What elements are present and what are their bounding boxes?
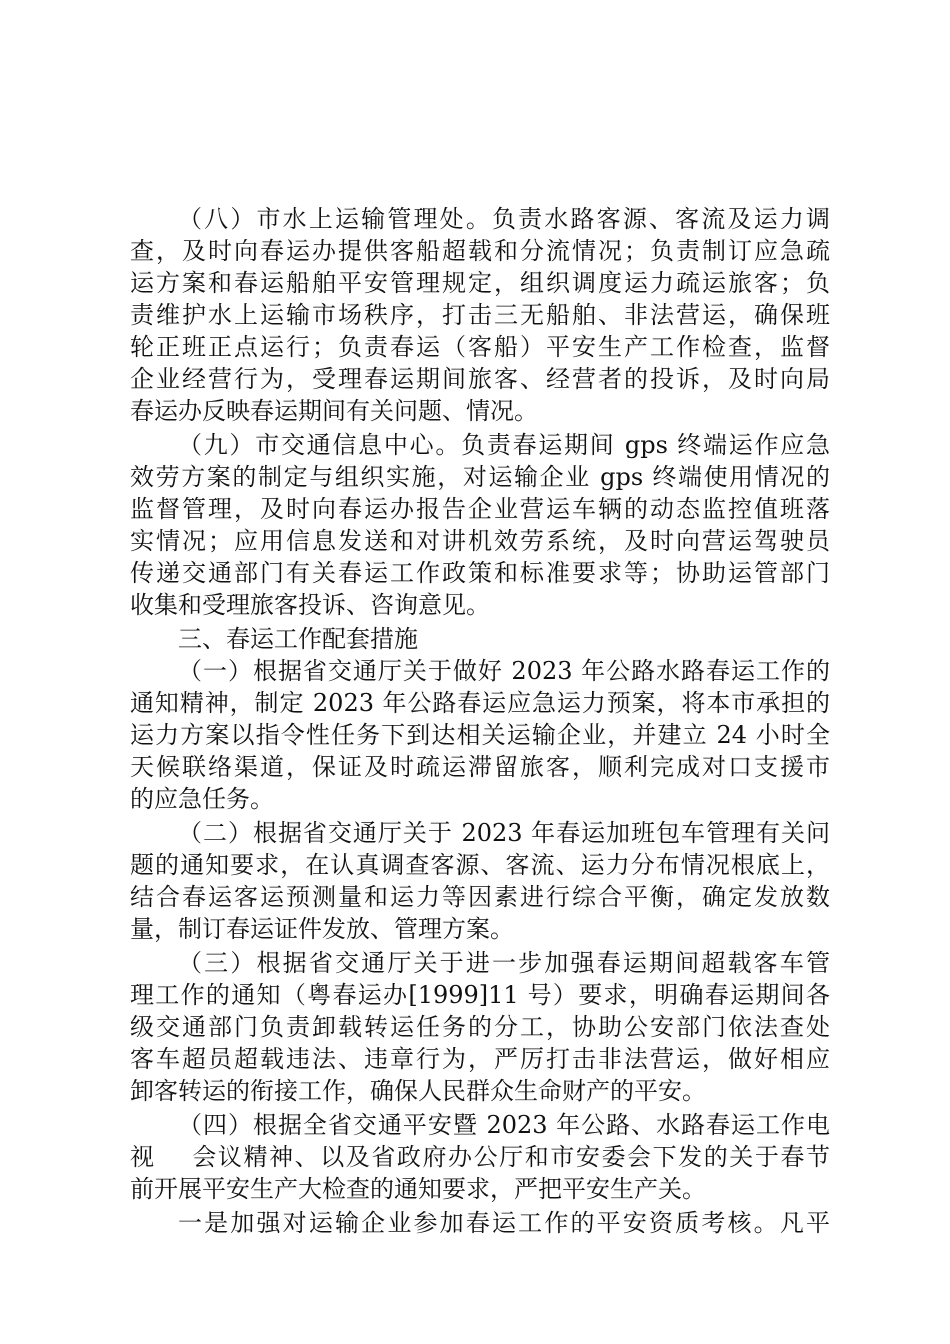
document-body	[130, 203, 830, 1239]
text-line: 监督管理，及时向春运办报告企业营运车辆的动态监控值班落	[130, 495, 830, 523]
text-line: 运力方案以指令性任务下到达相关运输企业，并建立 24 小时全	[130, 721, 830, 749]
text-line: （一）根据省交通厅关于做好 2023 年公路水路春运工作的	[178, 657, 830, 685]
text-line: 查，及时向春运办提供客船超载和分流情况；负责制订应急疏	[130, 237, 830, 265]
text-line: 前开展平安生产大检查的通知要求，严把平安生产关。	[130, 1175, 706, 1203]
text-line: 收集和受理旅客投诉、咨询意见。	[130, 591, 490, 619]
text-line: 理工作的通知（粤春运办[1999]11 号）要求，明确春运期间各	[130, 981, 830, 1009]
text-line: 实情况；应用信息发送和对讲机效劳系统，及时向营运驾驶员	[130, 527, 830, 555]
text-line: 视 会议精神、以及省政府办公厅和市安委会下发的关于春节	[130, 1143, 830, 1171]
text-line: 卸客转运的衔接工作，确保人民群众生命财产的平安。	[130, 1077, 706, 1105]
section-heading: 三、春运工作配套措施	[178, 625, 418, 653]
text-line: 量，制订春运证件发放、管理方案。	[130, 915, 514, 943]
text-line: （八）市水上运输管理处。负责水路客源、客流及运力调	[178, 205, 830, 233]
text-line: 天候联络渠道，保证及时疏运滞留旅客，顺利完成对口支援市	[130, 753, 830, 781]
text-line: 客车超员超载违法、违章行为，严厉打击非法营运，做好相应	[130, 1045, 830, 1073]
text-line: 责维护水上运输市场秩序，打击三无船舶、非法营运，确保班	[130, 301, 830, 329]
text-line: （四）根据全省交通平安暨 2023 年公路、水路春运工作电	[178, 1111, 830, 1139]
text-line: 的应急任务。	[130, 785, 274, 813]
text-line: 传递交通部门有关春运工作政策和标准要求等；协助运管部门	[130, 559, 830, 587]
text-line: （二）根据省交通厅关于 2023 年春运加班包车管理有关问	[178, 819, 830, 847]
text-line: 级交通部门负责卸载转运任务的分工，协助公安部门依法查处	[130, 1013, 830, 1041]
text-line: 企业经营行为，受理春运期间旅客、经营者的投诉，及时向局	[130, 365, 830, 393]
text-line: 结合春运客运预测量和运力等因素进行综合平衡，确定发放数	[130, 883, 830, 911]
text-line: 一是加强对运输企业参加春运工作的平安资质考核。凡平	[178, 1209, 830, 1237]
text-line: 运方案和春运船舶平安管理规定，组织调度运力疏运旅客；负	[130, 269, 830, 297]
text-line: 题的通知要求，在认真调查客源、客流、运力分布情况根底上，	[130, 851, 830, 879]
text-line: 效劳方案的制定与组织实施，对运输企业 gps 终端使用情况的	[130, 463, 830, 491]
text-line: （三）根据省交通厅关于进一步加强春运期间超载客车管	[178, 949, 830, 977]
text-line: 春运办反映春运期间有关问题、情况。	[130, 397, 538, 425]
text-line: 轮正班正点运行；负责春运（客船）平安生产工作检查，监督	[130, 333, 830, 361]
text-line: （九）市交通信息中心。负责春运期间 gps 终端运作应急	[178, 431, 830, 459]
text-line: 通知精神，制定 2023 年公路春运应急运力预案，将本市承担的	[130, 689, 830, 717]
